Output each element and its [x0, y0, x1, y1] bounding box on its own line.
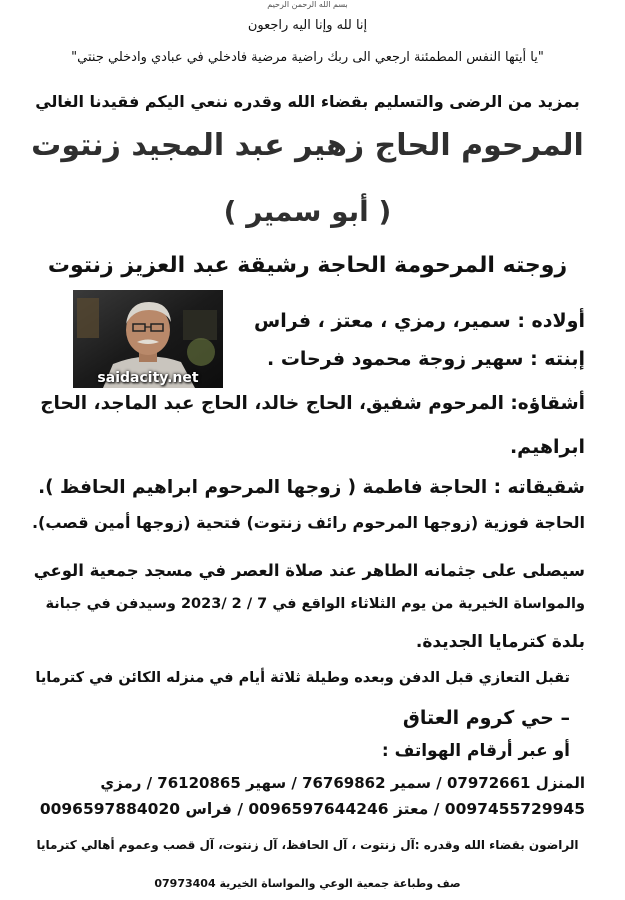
condolences-line-2: – حي كروم العتاق — [402, 707, 570, 729]
sisters-line-2: الحاجة فوزية (زوجها المرحوم رائف زنتوت) فتحية (زوجها أمين قصب). — [31, 513, 585, 532]
photo-watermark: saidacity.net — [97, 370, 199, 386]
condolences-line-1: تقبل التعازي قبل الدفن وبعده وطيلة ثلاثة أيام في منزله الكائن في كترمايا — [35, 670, 570, 686]
basmala: بسم الله الرحمن الرحيم — [267, 0, 348, 9]
phones-line-1: المنزل 07972661 / سمير 76769862 / سهير 76120865 / رمزي — [100, 774, 585, 792]
deceased-name: المرحوم الحاج زهير عبد المجيد زنتوت — [31, 128, 584, 163]
phones-line-2: 0097455729945 / معتز 0096597644246 / فراس 0096597884020 — [39, 800, 585, 818]
prayer-line-1: سيصلى على جثمانه الطاهر عند صلاة العصر في مسجد جمعية الوعي — [33, 561, 585, 580]
sons-line: أولاده : سمير، رمزي ، معتز ، فراس — [254, 310, 585, 332]
wife-line: زوجته المرحومة الحاجة رشيقة عبد العزيز زنتوت — [47, 253, 568, 278]
prayer-line-3: بلدة كترمايا الجديدة. — [415, 632, 585, 652]
phones-label: أو عبر أرقام الهواتف : — [381, 741, 570, 761]
deceased-kunya: ( أبو سمير ) — [223, 195, 392, 228]
brothers-line-2: ابراهيم. — [509, 436, 585, 458]
inna-lillah-line: إنا لله وإنا اليه راجعون — [247, 18, 368, 33]
sisters-line-1: شقيقاته : الحاجة فاطمة ( زوجها المرحوم ابراهيم الحافظ ). — [38, 477, 585, 498]
daughter-line: إبنته : سهير زوجة محمود فرحات . — [267, 348, 585, 370]
portrait-photo — [73, 290, 223, 388]
announcement-intro: بمزيد من الرضى والتسليم بقضاء الله وقدره ننعي اليكم فقيدنا الغالي — [35, 92, 580, 111]
brothers-line-1: أشقاؤه: المرحوم شفيق، الحاج خالد، الحاج عبد الماجد، الحاج — [40, 393, 585, 414]
mourners-line: الراضون بقضاء الله وقدره :آل زنتوت ، آل الحافظ، آل زنتوت، آل قصب وعموم أهالي كترمايا — [36, 838, 579, 852]
prayer-line-2: والمواساة الخيرية من يوم الثلاثاء الواقع في 7 / 2 /2023 وسيدفن في جبانة — [45, 596, 585, 612]
print-footer: صف وطباعة جمعية الوعي والمواساة الخيرية 07973404 — [154, 877, 461, 890]
quran-verse: "يا أيتها النفس المطمئنة ارجعي الى ربك راضية مرضية فادخلي في عبادي وادخلي جنتي" — [71, 50, 544, 65]
